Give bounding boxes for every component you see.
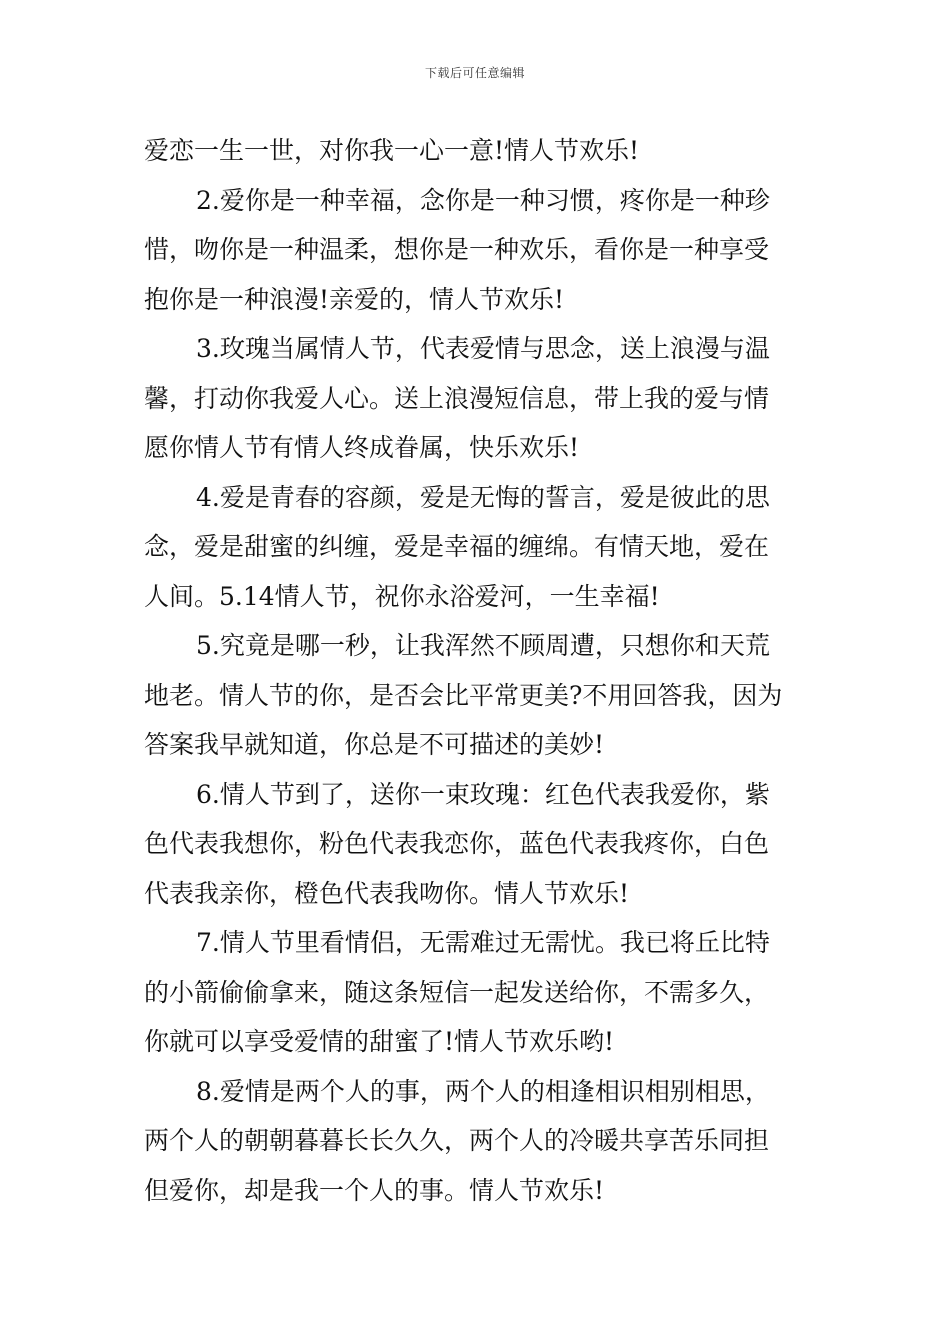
text-line: 但爱你，却是我一个人的事。情人节欢乐! (144, 1175, 605, 1205)
text-line: 爱恋一生一世，对你我一心一意!情人节欢乐! (144, 136, 640, 165)
text-line: 两个人的朝朝暮暮长长久久，两个人的冷暖共享苦乐同担 (144, 1126, 770, 1155)
text-line: 3.玫瑰当属情人节，代表爱情与思念，送上浪漫与温 (196, 334, 770, 363)
text-line: 代表我亲你，橙色代表我吻你。情人节欢乐! (144, 878, 630, 908)
text-line: 8.爱情是两个人的事，两个人的相逢相识相别相思， (196, 1076, 770, 1106)
page-header: 下载后可任意编辑 (424, 66, 525, 80)
text-line: 6.情人节到了，送你一束玫瑰：红色代表我爱你，紫 (196, 779, 770, 809)
text-line: 色代表我想你，粉色代表我恋你，蓝色代表我疼你，白色 (144, 829, 770, 858)
text-line: 念，爱是甜蜜的纠缠，爱是幸福的缠绵。有情天地，爱在 (144, 532, 770, 561)
text-line: 惜，吻你是一种温柔，想你是一种欢乐，看你是一种享受 (144, 235, 770, 264)
text-line: 人间。5.14情人节，祝你永浴爱河，一生幸福! (144, 581, 660, 611)
text-line: 愿你情人节有情人终成眷属，快乐欢乐! (144, 433, 580, 462)
text-line: 7.情人节里看情侣，无需难过无需忧。我已将丘比特 (196, 928, 770, 957)
text-line: 的小箭偷偷拿来，随这条短信一起发送给你，不需多久， (144, 977, 770, 1007)
document-body (144, 126, 808, 1215)
text-line: 答案我早就知道，你总是不可描述的美妙! (144, 730, 605, 759)
text-line: 你就可以享受爱情的甜蜜了!情人节欢乐哟! (144, 1027, 615, 1056)
text-line: 4.爱是青春的容颜，爱是无悔的誓言，爱是彼此的思 (196, 482, 770, 512)
text-line: 5.究竟是哪一秒，让我浑然不顾周遭，只想你和天荒 (196, 631, 770, 660)
text-line: 馨，打动你我爱人心。送上浪漫短信息，带上我的爱与情 (144, 383, 770, 413)
text-line: 2.爱你是一种幸福，念你是一种习惯，疼你是一种珍 (196, 185, 770, 215)
text-line: 地老。情人节的你，是否会比平常更美?不用回答我，因为 (144, 680, 783, 710)
text-line: 抱你是一种浪漫!亲爱的，情人节欢乐! (144, 284, 565, 314)
